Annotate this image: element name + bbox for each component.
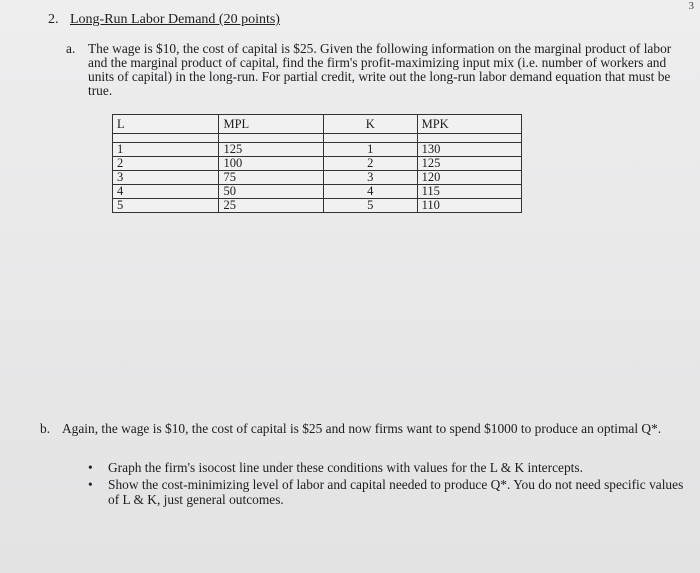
marginal-product-table	[112, 114, 522, 213]
cell-k: 5	[323, 199, 417, 213]
cell-l: 3	[113, 171, 219, 185]
table-row	[113, 171, 522, 185]
table-gap-row	[113, 134, 522, 143]
part-a-text: The wage is $10, the cost of capital is $25. Given the following information on the marginal product of labor and the marginal product of capital, find the firm's profit-maximizing input mix (i.e. number of workers and units of capital) in the long-run. For partial credit, write out the long-run labor demand equation that must be true.	[88, 41, 672, 98]
cell-mpl: 100	[219, 157, 323, 171]
part-a	[66, 42, 676, 98]
header-mpk: MPK	[417, 115, 521, 134]
cell-k: 3	[323, 171, 417, 185]
cell-mpl: 50	[219, 185, 323, 199]
cell-mpk: 115	[417, 185, 521, 199]
cell-mpl: 125	[219, 143, 323, 157]
bullet-text: Show the cost-minimizing level of labor and capital needed to produce Q*. You do not need specific values of L & K, just general outcomes.	[108, 477, 684, 507]
cell-l: 2	[113, 157, 219, 171]
cell-l: 5	[113, 199, 219, 213]
table-row	[113, 143, 522, 157]
header-l: L	[113, 115, 219, 134]
cell-mpk: 110	[417, 199, 521, 213]
bullet-icon: •	[88, 477, 93, 492]
bullet-text: Graph the firm's isocost line under these conditions with values for the L & K intercepts.	[108, 460, 583, 475]
part-a-label: a.	[66, 41, 76, 56]
question-title	[48, 12, 280, 28]
cell-mpl: 25	[219, 199, 323, 213]
part-b	[40, 421, 690, 436]
cell-mpk: 125	[417, 157, 521, 171]
table-row	[113, 157, 522, 171]
page-number-mark: 3	[688, 0, 694, 12]
question-number: 2.	[48, 12, 59, 27]
part-b-bullets	[88, 460, 693, 509]
table-row	[113, 185, 522, 199]
part-b-label: b.	[40, 421, 51, 436]
cell-k: 4	[323, 185, 417, 199]
header-k: K	[323, 115, 417, 134]
list-item	[88, 477, 693, 507]
header-mpl: MPL	[219, 115, 323, 134]
cell-mpl: 75	[219, 171, 323, 185]
list-item	[88, 460, 693, 475]
table-header-row	[113, 115, 522, 134]
cell-k: 2	[323, 157, 417, 171]
cell-mpk: 120	[417, 171, 521, 185]
bullet-icon: •	[88, 460, 93, 475]
cell-l: 4	[113, 185, 219, 199]
cell-mpk: 130	[417, 143, 521, 157]
part-b-text: Again, the wage is $10, the cost of capital is $25 and now firms want to spend $1000 to produce an optimal Q*.	[62, 421, 662, 436]
question-title-text: Long-Run Labor Demand (20 points)	[70, 12, 280, 27]
table-row	[113, 199, 522, 213]
cell-l: 1	[113, 143, 219, 157]
cell-k: 1	[323, 143, 417, 157]
